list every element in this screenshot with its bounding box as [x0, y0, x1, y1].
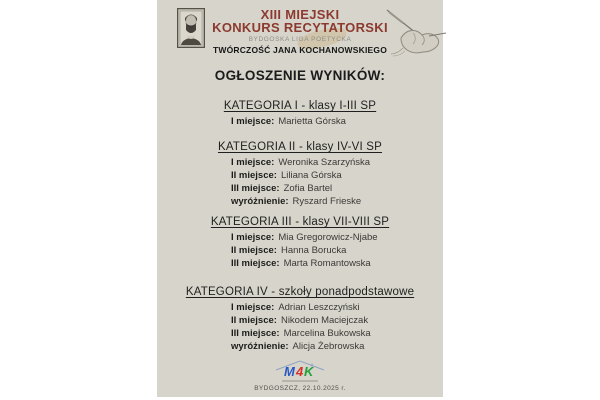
winner-name: Liliana Górska: [280, 170, 342, 181]
category-section-1: [157, 100, 443, 128]
winner-name: Marta Romantowska: [283, 258, 371, 269]
poster-footer: [157, 359, 443, 392]
hand-with-quill-icon: [383, 8, 449, 58]
poster-header: [157, 0, 443, 58]
winner-name: Marietta Górska: [278, 116, 346, 127]
place-label: I miejsce:: [231, 232, 275, 243]
place-label: I miejsce:: [231, 116, 275, 127]
category-section-2: [157, 141, 443, 208]
winner-name: Alicja Żebrowska: [292, 341, 365, 352]
category-heading: KATEGORIA IV - szkoły ponadpodstawowe: [185, 286, 415, 298]
category-section-3: [157, 216, 443, 270]
category-results: [157, 156, 443, 208]
place-label: III miejsce:: [231, 183, 280, 194]
result-entry: [231, 244, 443, 257]
winner-name: Hanna Borucka: [280, 245, 347, 256]
result-entry: [231, 327, 443, 340]
place-label: II miejsce:: [231, 245, 277, 256]
winner-name: Mia Gregorowicz-Njabe: [278, 232, 378, 243]
announcement-title: OGŁOSZENIE WYNIKÓW:: [214, 68, 386, 83]
poster-theme: TWÓRCZOŚĆ JANA KOCHANOWSKIEGO: [212, 44, 388, 55]
place-label: wyróżnienie:: [231, 341, 289, 352]
logo-letter-4: 4: [296, 364, 304, 379]
winner-name: Nikodem Maciejczak: [280, 315, 369, 326]
category-heading: KATEGORIA II - klasy IV-VI SP: [217, 141, 383, 153]
category-results: [157, 115, 443, 128]
result-entry: [231, 340, 443, 353]
category-heading: KATEGORIA III - klasy VII-VIII SP: [210, 216, 390, 228]
logo-letter-k: K: [304, 364, 314, 379]
place-label: III miejsce:: [231, 328, 280, 339]
poster-title-line1: XIII MIEJSKI: [260, 7, 340, 22]
category-results: [157, 301, 443, 353]
result-entry: [231, 314, 443, 327]
winner-name: Ryszard Frieske: [292, 196, 362, 207]
winner-name: Weronika Szarzyńska: [278, 157, 371, 168]
place-label: III miejsce:: [231, 258, 280, 269]
result-entry: [231, 301, 443, 314]
result-entry: [231, 195, 443, 208]
place-label: wyróżnienie:: [231, 196, 289, 207]
result-entry: [231, 115, 443, 128]
category-results: [157, 231, 443, 270]
results-poster: [157, 0, 443, 397]
result-entry: [231, 257, 443, 270]
result-entry: [231, 169, 443, 182]
poster-title-line2: KONKURS RECYTATORSKI: [212, 19, 388, 35]
winner-name: Adrian Leszczyński: [278, 302, 360, 313]
city-and-date: BYDGOSZCZ, 22.10.2025 r.: [254, 384, 346, 392]
winner-name: Zofia Bartel: [283, 183, 333, 194]
place-label: I miejsce:: [231, 302, 275, 313]
result-entry: [231, 182, 443, 195]
mdk-logo: [274, 359, 326, 379]
poster-subtitle: BYDGOSKA LIGA POETYCKA: [248, 35, 352, 43]
logo-letter-m: M: [284, 364, 295, 379]
place-label: II miejsce:: [231, 315, 277, 326]
result-entry: [231, 156, 443, 169]
category-section-4: [157, 286, 443, 353]
result-entry: [231, 231, 443, 244]
place-label: I miejsce:: [231, 157, 275, 168]
place-label: II miejsce:: [231, 170, 277, 181]
category-heading: KATEGORIA I - klasy I-III SP: [223, 100, 377, 112]
logo-caption-microtext: [282, 380, 318, 382]
winner-name: Marcelina Bukowska: [283, 328, 371, 339]
